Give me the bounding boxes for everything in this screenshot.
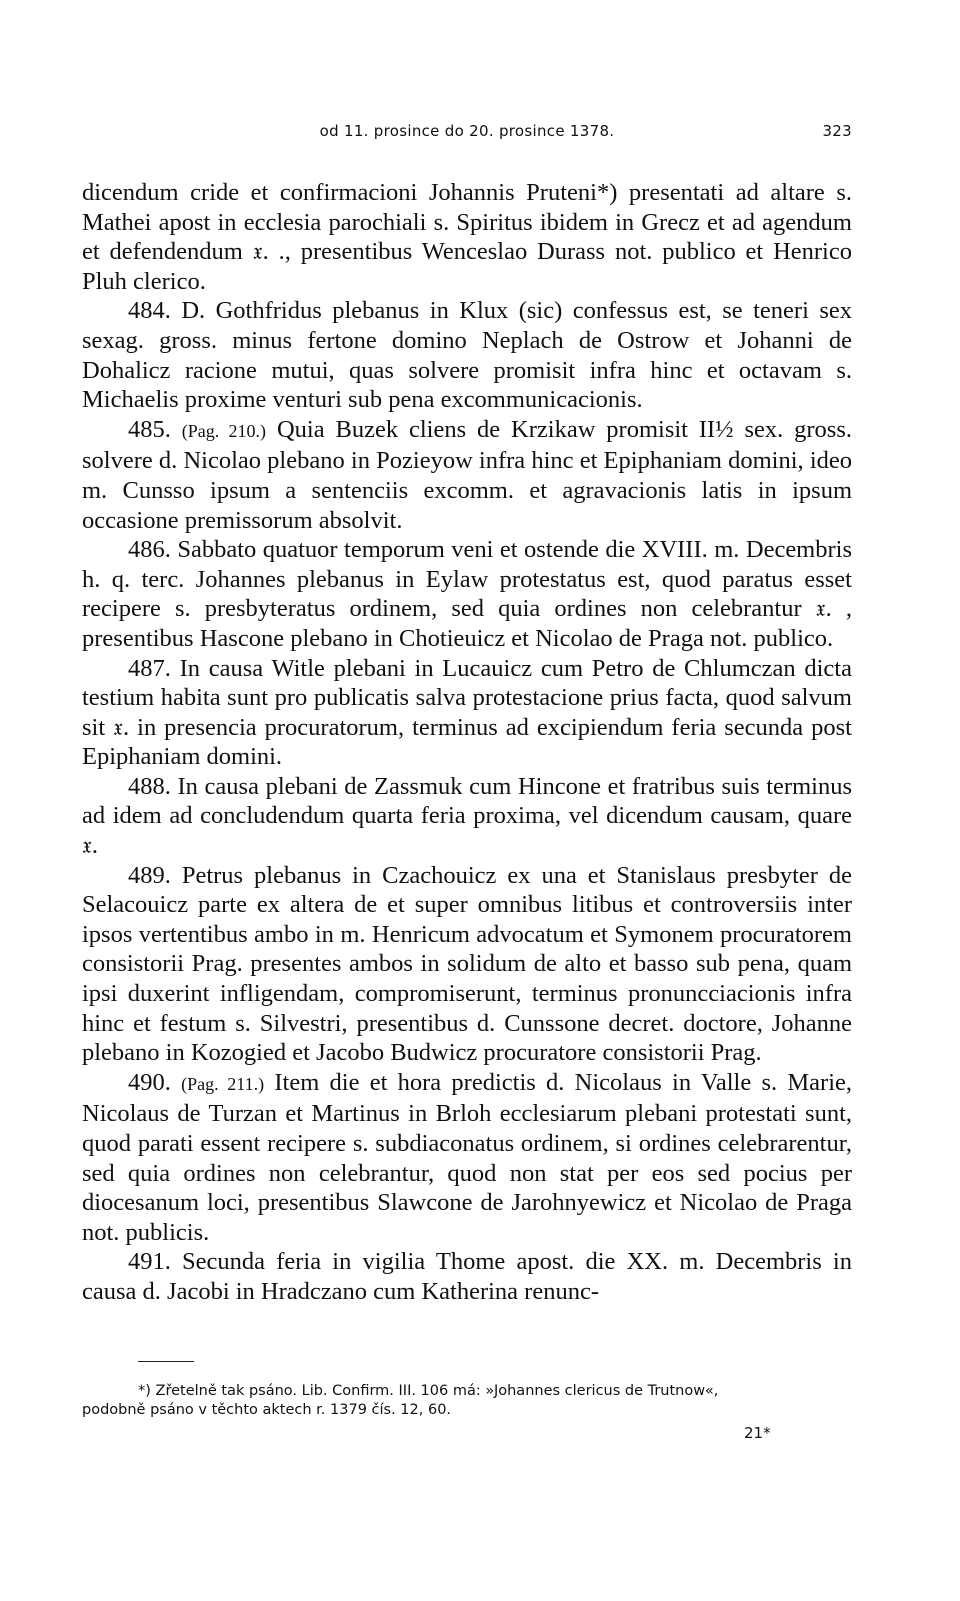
- paragraph-text: 486. Sabbato quatuor temporum veni et ostende die XVIII. m. Decembris h. q. terc. Johannes plebanus in Eylaw protestatus est, quod paratus esset recipere s. presbyteratus ordinem, sed quia ordines non celebrantur 𝔵. , presentibus Hascone plebano in Chotieuicz et Nicolao de Praga not. publico.: [82, 536, 852, 652]
- page-reference: (Pag. 211.): [181, 1073, 265, 1094]
- footnote-line: podobně psáno v těchto aktech r. 1379 čís. 12, 60.: [82, 1402, 452, 1418]
- entry-484: [82, 296, 852, 414]
- entry-490: [82, 1068, 852, 1248]
- entry-491: [82, 1247, 852, 1306]
- paragraph-text: 489. Petrus plebanus in Czachouicz ex una et Stanislaus presbyter de Selacouicz parte ex altera de et super omnibus litibus et controversiis inter ipsos vertentibus ambo in m. Henricum advocatum et Symonem procuratorem consistorii Prag. presentes ambos in solidum de alto et basso sub pena, quam ipsi duxerint infligendam, compromiserunt, terminus pronuncciacionis infra hinc et festum s. Silvestri, presentibus d. Cunssone decret. doctore, Johanne plebano in Kozogied et Jacobo Budwicz procuratore consistorii Prag.: [82, 861, 852, 1067]
- entry-485: [82, 415, 852, 535]
- running-head: [82, 122, 852, 144]
- page-number: 323: [822, 122, 852, 140]
- paragraph-text: Item die et hora predictis d. Nicolaus in Valle s. Marie, Nicolaus de Turzan et Martinus in Brloh ecclesiarum plebani protestati sunt, quod parati essent recipere s. subdiaconatus ordinem, si ordines celebrarentur, sed quia ordines non celebrantur, quod non stat per eos sed pocius per diocesanum loci, presentibus Slawcone de Jarohnyewicz et Nicolao de Praga not. publicis.: [82, 1068, 853, 1246]
- paragraph-text: Quia Buzek cliens de Krzikaw promisit II½ sex. gross. solvere d. Nicolao plebano in Pozieyow infra hinc et Epiphaniam domini, ideo m. Cunsso ipsum a sentenciis excomm. et agravacionis latis in ipsum occasione premissorum absolvit.: [82, 415, 852, 534]
- entry-486: [82, 535, 852, 653]
- footnote-line: *) Zřetelně tak psáno. Lib. Confirm. III. 106 má: »Johannes clericus de Trutnow«,: [138, 1383, 719, 1399]
- paragraph-text: dicendum cride et confirmacioni Johannis Pruteni*) presentati ad altare s. Mathei apost in ecclesia parochiali s. Spiritus ibidem in Grecz et ad agendum et defendendum 𝔵. ., presentibus Wenceslao Durass not. publico et Henrico Pluh clerico.: [82, 179, 852, 295]
- entry-489: [82, 861, 852, 1068]
- paragraph-text: 487. In causa Witle plebani in Lucauicz cum Petro de Chlumczan dicta testium habita sunt pro publicatis salva protestacione prius facta, quod salvum sit 𝔵. in presencia procuratorum, terminus ad excipiendum feria secunda post Epiphaniam domini.: [82, 654, 852, 771]
- page-reference: (Pag. 210.): [181, 420, 267, 441]
- signature-mark: 21*: [744, 1424, 771, 1442]
- paragraph-text: 484. D. Gothfridus plebanus in Klux (sic) confessus est, se teneri sex sexag. gross. minus fertone domino Neplach de Ostrow et Johanni de Dohalicz racione mutui, quas solvere promisit infra hinc et octavam s. Michaelis proxime venturi sub pena excommunicacionis.: [82, 297, 852, 414]
- footnote-divider: [138, 1361, 194, 1362]
- entry-487: [82, 654, 852, 772]
- paragraph-text: 491. Secunda feria in vigilia Thome apost. die XX. m. Decembris in causa d. Jacobi in Hradczano cum Katherina renunc-: [82, 1248, 852, 1305]
- running-head-title: od 11. prosince do 20. prosince 1378.: [319, 122, 615, 140]
- paragraph-continuation: [82, 178, 852, 296]
- body-text: [82, 178, 852, 1307]
- paragraph-text: 488. In causa plebani de Zassmuk cum Hincone et fratribus suis terminus ad idem ad concludendum quarta feria proxima, vel dicendum causam, quare 𝔵.: [82, 772, 852, 860]
- entry-488: [82, 772, 852, 861]
- entry-number: 485.: [128, 415, 171, 443]
- footnotes: [82, 1382, 852, 1420]
- entry-number: 490.: [128, 1068, 171, 1096]
